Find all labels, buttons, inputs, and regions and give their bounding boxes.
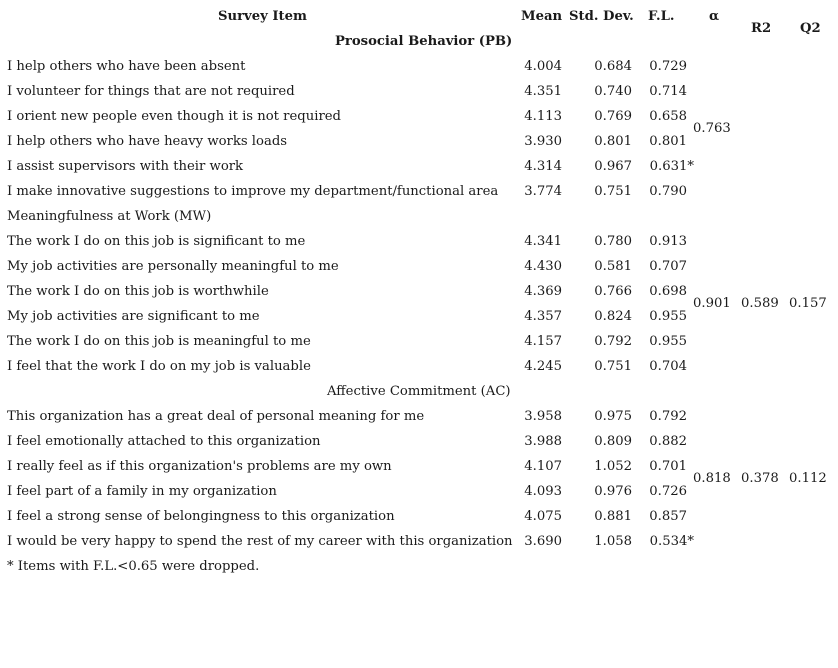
pb-mean-value: 4.351 <box>524 84 562 99</box>
mw-survey-item-text: The work I do on this job is significant to me <box>7 234 306 249</box>
ac-survey-item-text: This organization has a great deal of personal meaning for me <box>7 409 425 424</box>
ac-mean-value: 3.988 <box>524 434 562 449</box>
mw-mean-value: 4.357 <box>524 309 562 324</box>
ac-mean-value: 3.690 <box>524 534 562 549</box>
ac-mean-value: 4.107 <box>524 459 562 474</box>
mw-survey-item-text: The work I do on this job is worthwhile <box>7 284 269 299</box>
ac-survey-item-text: I really feel as if this organization's problems are my own <box>7 459 392 474</box>
pb-mean-value: 4.113 <box>524 109 562 124</box>
pb-mean-value: 3.930 <box>524 134 562 149</box>
ac-factor-loading-value: 0.701 <box>649 459 687 474</box>
header-factor-loading: F.L. <box>648 9 675 24</box>
mw-std-dev-value: 0.780 <box>594 234 632 249</box>
mw-factor-loading-value: 0.955 <box>649 309 687 324</box>
ac-std-dev-value: 0.881 <box>594 509 632 524</box>
pb-factor-loading-value: 0.801 <box>649 134 687 149</box>
pb-survey-item-text: I volunteer for things that are not required <box>7 84 295 99</box>
pb-std-dev-value: 0.801 <box>594 134 632 149</box>
pb-survey-item-text: I assist supervisors with their work <box>7 159 244 174</box>
ac-factor-loading-value: 0.534* <box>649 534 694 549</box>
ac-factor-loading-value: 0.882 <box>649 434 687 449</box>
mw-factor-loading-value: 0.698 <box>649 284 687 299</box>
pb-std-dev-value: 0.740 <box>594 84 632 99</box>
section-title-pb: Prosocial Behavior (PB) <box>335 34 513 49</box>
mw-mean-value: 4.369 <box>524 284 562 299</box>
pb-factor-loading-value: 0.729 <box>649 59 687 74</box>
pb-std-dev-value: 0.684 <box>594 59 632 74</box>
pb-survey-item-text: I help others who have heavy works loads <box>7 134 288 149</box>
ac-r2: 0.378 <box>741 471 779 486</box>
ac-survey-item-text: I feel part of a family in my organization <box>7 484 277 499</box>
ac-mean-value: 4.093 <box>524 484 562 499</box>
footnote: * Items with F.L.<0.65 were dropped. <box>7 559 260 574</box>
pb-mean-value: 3.774 <box>524 184 562 199</box>
ac-mean-value: 4.075 <box>524 509 562 524</box>
ac-survey-item-text: I feel a strong sense of belongingness to this organization <box>7 509 395 524</box>
mw-mean-value: 4.430 <box>524 259 562 274</box>
ac-factor-loading-value: 0.792 <box>649 409 687 424</box>
pb-survey-item-text: I orient new people even though it is not required <box>7 109 341 124</box>
mw-r2: 0.589 <box>741 296 779 311</box>
ac-alpha: 0.818 <box>693 471 731 486</box>
mw-std-dev-value: 0.751 <box>594 359 632 374</box>
pb-alpha: 0.763 <box>693 121 731 136</box>
mw-survey-item-text: The work I do on this job is meaningful to me <box>7 334 311 349</box>
mw-std-dev-value: 0.824 <box>594 309 632 324</box>
pb-factor-loading-value: 0.714 <box>649 84 687 99</box>
mw-alpha: 0.901 <box>693 296 731 311</box>
mw-survey-item-text: I feel that the work I do on my job is valuable <box>7 359 311 374</box>
ac-std-dev-value: 1.052 <box>594 459 632 474</box>
ac-factor-loading-value: 0.857 <box>649 509 687 524</box>
pb-factor-loading-value: 0.658 <box>649 109 687 124</box>
section-title-mw: Meaningfulness at Work (MW) <box>7 209 212 224</box>
header-r2: R2 <box>751 21 772 36</box>
pb-std-dev-value: 0.769 <box>594 109 632 124</box>
pb-survey-item-text: I make innovative suggestions to improve my department/functional area <box>7 184 499 199</box>
pb-factor-loading-value: 0.790 <box>649 184 687 199</box>
mw-std-dev-value: 0.581 <box>594 259 632 274</box>
header-survey-item: Survey Item <box>218 9 307 24</box>
ac-mean-value: 3.958 <box>524 409 562 424</box>
pb-factor-loading-value: 0.631* <box>649 159 694 174</box>
pb-std-dev-value: 0.751 <box>594 184 632 199</box>
mw-mean-value: 4.341 <box>524 234 562 249</box>
ac-std-dev-value: 0.975 <box>594 409 632 424</box>
mw-factor-loading-value: 0.913 <box>649 234 687 249</box>
ac-q2: 0.112 <box>789 471 827 486</box>
mw-mean-value: 4.157 <box>524 334 562 349</box>
ac-std-dev-value: 0.976 <box>594 484 632 499</box>
mw-std-dev-value: 0.792 <box>594 334 632 349</box>
mw-mean-value: 4.245 <box>524 359 562 374</box>
mw-q2: 0.157 <box>789 296 827 311</box>
mw-factor-loading-value: 0.707 <box>649 259 687 274</box>
pb-std-dev-value: 0.967 <box>594 159 632 174</box>
mw-factor-loading-value: 0.955 <box>649 334 687 349</box>
section-title-ac: Affective Commitment (AC) <box>327 384 511 399</box>
mw-factor-loading-value: 0.704 <box>649 359 687 374</box>
ac-survey-item-text: I would be very happy to spend the rest of my career with this organization <box>7 534 513 549</box>
ac-factor-loading-value: 0.726 <box>649 484 687 499</box>
pb-mean-value: 4.314 <box>524 159 562 174</box>
mw-survey-item-text: My job activities are personally meaningful to me <box>7 259 339 274</box>
ac-std-dev-value: 0.809 <box>594 434 632 449</box>
ac-survey-item-text: I feel emotionally attached to this organization <box>7 434 321 449</box>
pb-mean-value: 4.004 <box>524 59 562 74</box>
mw-std-dev-value: 0.766 <box>594 284 632 299</box>
header-std-dev: Std. Dev. <box>569 9 634 24</box>
pb-survey-item-text: I help others who have been absent <box>7 59 246 74</box>
header-mean: Mean <box>521 9 563 24</box>
header-q2: Q2 <box>800 21 821 36</box>
ac-std-dev-value: 1.058 <box>594 534 632 549</box>
mw-survey-item-text: My job activities are significant to me <box>7 309 260 324</box>
header-alpha: α <box>709 9 720 24</box>
